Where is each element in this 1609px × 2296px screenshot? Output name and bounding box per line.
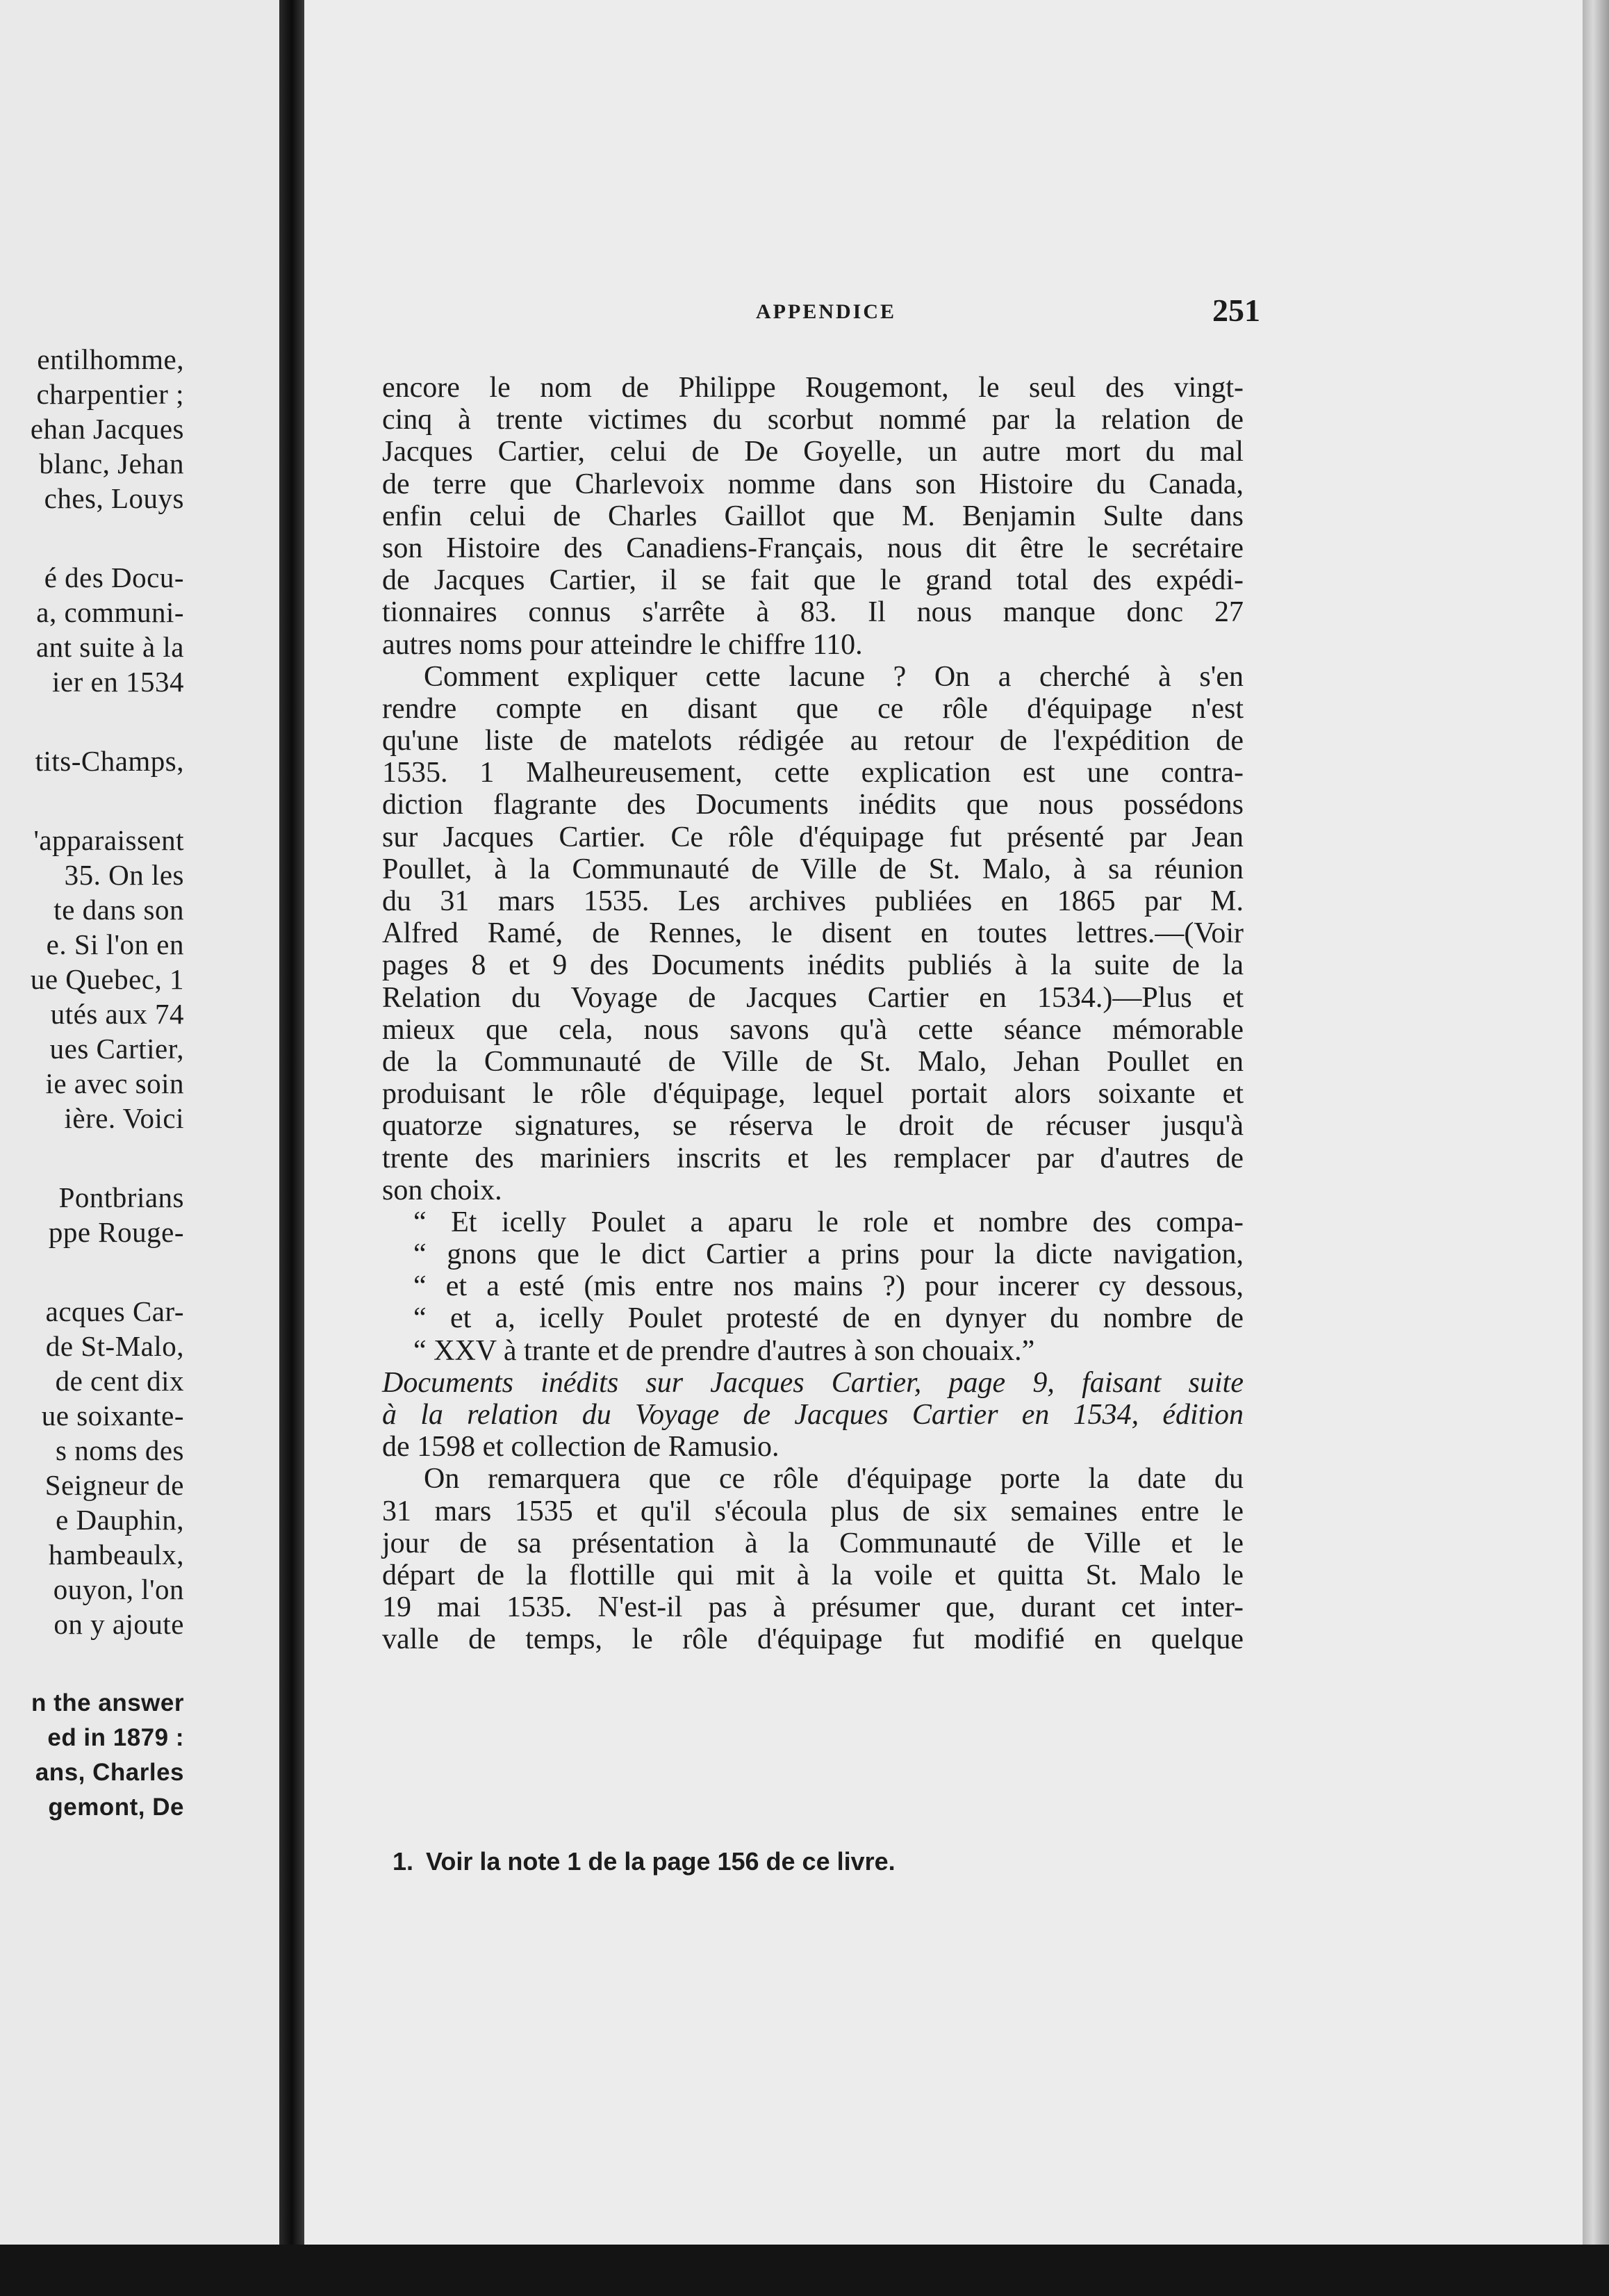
previous-page-line: ant suite à la	[35, 631, 184, 663]
previous-page-line: e Dauphin,	[56, 1504, 184, 1536]
previous-page-line: ppe Rouge-	[48, 1216, 184, 1248]
previous-page-line	[0, 778, 184, 823]
text-line: à la relation du Voyage de Jacques Cartier en 1534, édition	[382, 1399, 1244, 1431]
text-line: de la Communauté de Ville de St. Malo, Jehan Poullet en	[382, 1045, 1244, 1078]
previous-page-line	[0, 1135, 184, 1180]
text-line: son Histoire des Canadiens-Français, nous dit être le secrétaire	[382, 532, 1244, 564]
previous-page-line	[0, 699, 184, 744]
text-line: rendre compte en disant que ce rôle d'équipage n'est	[382, 692, 1244, 725]
previous-page-line: Seigneur de	[44, 1469, 184, 1501]
previous-page-line: ches, Louys	[44, 482, 184, 514]
previous-page-line: ehan Jacques	[30, 413, 184, 445]
text-line: Comment expliquer cette lacune ? On a cherché à s'en	[424, 660, 1244, 693]
previous-page-line: charpentier ;	[36, 378, 184, 410]
text-line: 31 mars 1535 et qu'il s'écoula plus de six semaines entre le	[382, 1495, 1244, 1527]
previous-page-line: tits-Champs,	[35, 745, 184, 777]
previous-page-line: ed in 1879 :	[47, 1724, 184, 1751]
previous-page-line: ie avec soin	[45, 1067, 184, 1099]
previous-page-line: ue Quebec, 1	[30, 963, 184, 995]
text-line: de Jacques Cartier, il se fait que le grand total des expédi-	[382, 564, 1244, 597]
previous-page-line: te dans son	[53, 894, 184, 926]
book-gutter	[279, 0, 304, 2245]
text-line: son choix.	[382, 1174, 502, 1206]
text-line: jour de sa présentation à la Communauté de Ville et le	[382, 1527, 1244, 1559]
previous-page-line: hambeaulx,	[48, 1539, 184, 1571]
previous-page-line: Pontbrians	[58, 1181, 184, 1213]
previous-page-line: 35. On les	[64, 859, 184, 891]
previous-page-line	[0, 1249, 184, 1294]
text-line: produisant le rôle d'équipage, lequel portait alors soixante et	[382, 1078, 1244, 1110]
text-line: Poullet, à la Communauté de Ville de St. Malo, à sa réunion	[382, 853, 1244, 885]
scan-border	[0, 2245, 1609, 2296]
text-line: Jacques Cartier, celui de De Goyelle, un autre mort du mal	[382, 436, 1244, 468]
previous-page-line: blanc, Jehan	[39, 448, 184, 479]
previous-page-line: a, communi-	[36, 596, 184, 628]
previous-page	[0, 0, 279, 2245]
text-line: 19 mai 1535. N'est-il pas à présumer que, durant cet inter-	[382, 1591, 1244, 1624]
previous-page-line: acques Car-	[45, 1295, 184, 1327]
previous-page-line: gemont, De	[48, 1794, 184, 1821]
text-line: “ Et icelly Poulet a aparu le role et nombre des compa-	[413, 1206, 1244, 1238]
text-line: mieux que cela, nous savons qu'à cette séance mémorable	[382, 1013, 1244, 1046]
previous-page-line: ans, Charles	[35, 1759, 184, 1786]
text-line: cinq à trente victimes du scorbut nommé par la relation de	[382, 404, 1244, 436]
previous-page-line: n the answer	[31, 1689, 184, 1716]
text-line: “ gnons que le dict Cartier a prins pour la dicte navigation,	[413, 1238, 1244, 1271]
previous-page-line	[0, 1641, 184, 1686]
previous-page-line: de cent dix	[55, 1365, 184, 1397]
previous-page-line: ues Cartier,	[49, 1033, 184, 1065]
body-text	[382, 372, 1244, 1656]
text-line: du 31 mars 1535. Les archives publiées en 1865 par M.	[382, 885, 1244, 917]
text-line: de terre que Charlevoix nomme dans son Histoire du Canada,	[382, 468, 1244, 500]
footnote	[393, 1847, 896, 1876]
text-line: trente des mariniers inscrits et les remplacer par d'autres de	[382, 1142, 1244, 1174]
previous-page-line: entilhomme,	[37, 343, 184, 375]
previous-page-line	[0, 516, 184, 560]
running-head: APPENDICE	[756, 300, 897, 323]
previous-page-text	[0, 342, 184, 1825]
previous-page-line: ière. Voici	[64, 1102, 184, 1134]
text-line: Documents inédits sur Jacques Cartier, page 9, faisant suite	[382, 1366, 1244, 1399]
text-line: tionnaires connus s'arrête à 83. Il nous manque donc 27	[382, 596, 1244, 629]
previous-page-line: ue soixante-	[41, 1400, 184, 1432]
text-line: diction flagrante des Documents inédits que nous possédons	[382, 789, 1244, 821]
footnote-text: Voir la note 1 de la page 156 de ce livre.	[426, 1847, 896, 1876]
text-line: valle de temps, le rôle d'équipage fut modifié en quelque	[382, 1623, 1244, 1656]
previous-page-line: é des Docu-	[44, 561, 184, 593]
previous-page-line: de St-Malo,	[45, 1330, 184, 1362]
text-line: quatorze signatures, se réserva le droit de récuser jusqu'à	[382, 1110, 1244, 1142]
previous-page-line: ouyon, l'on	[53, 1573, 184, 1605]
text-line: On remarquera que ce rôle d'équipage porte la date du	[424, 1463, 1244, 1495]
text-line: pages 8 et 9 des Documents inédits publiés à la suite de la	[382, 949, 1244, 982]
text-line: sur Jacques Cartier. Ce rôle d'équipage fut présenté par Jean	[382, 821, 1244, 853]
text-line: autres noms pour atteindre le chiffre 110.	[382, 628, 863, 661]
text-line: encore le nom de Philippe Rougemont, le seul des vingt-	[382, 372, 1244, 404]
previous-page-line: utés aux 74	[50, 998, 184, 1030]
previous-page-line: e. Si l'on en	[46, 928, 184, 960]
page-number: 251	[1212, 293, 1260, 328]
previous-page-line: s noms des	[56, 1434, 184, 1466]
previous-page-line: ier en 1534	[52, 666, 184, 698]
text-line: 1535. 1 Malheureusement, cette explication est une contra-	[382, 757, 1244, 789]
text-line: de 1598 et collection de Ramusio.	[382, 1431, 779, 1463]
text-line: “ et a, icelly Poulet protesté de en dynyer du nombre de	[413, 1302, 1244, 1335]
text-line: Relation du Voyage de Jacques Cartier en 1534.)—Plus et	[382, 981, 1244, 1014]
page-edge	[1583, 0, 1609, 2245]
text-line: “ et a esté (mis entre nos mains ?) pour incerer cy dessous,	[413, 1270, 1244, 1303]
previous-page-line: 'apparaissent	[33, 824, 184, 856]
footnote-mark: 1.	[393, 1847, 414, 1876]
text-line: Alfred Ramé, de Rennes, le disent en toutes lettres.—(Voir	[382, 917, 1244, 950]
previous-page-line: on y ajoute	[53, 1608, 184, 1640]
text-line: enfin celui de Charles Gaillot que M. Benjamin Sulte dans	[382, 500, 1244, 532]
text-line: qu'une liste de matelots rédigée au retour de l'expédition de	[382, 725, 1244, 757]
text-line: départ de la flottille qui mit à la voile et quitta St. Malo le	[382, 1559, 1244, 1591]
text-line: “ XXV à trante et de prendre d'autres à son chouaix.”	[413, 1334, 1035, 1367]
